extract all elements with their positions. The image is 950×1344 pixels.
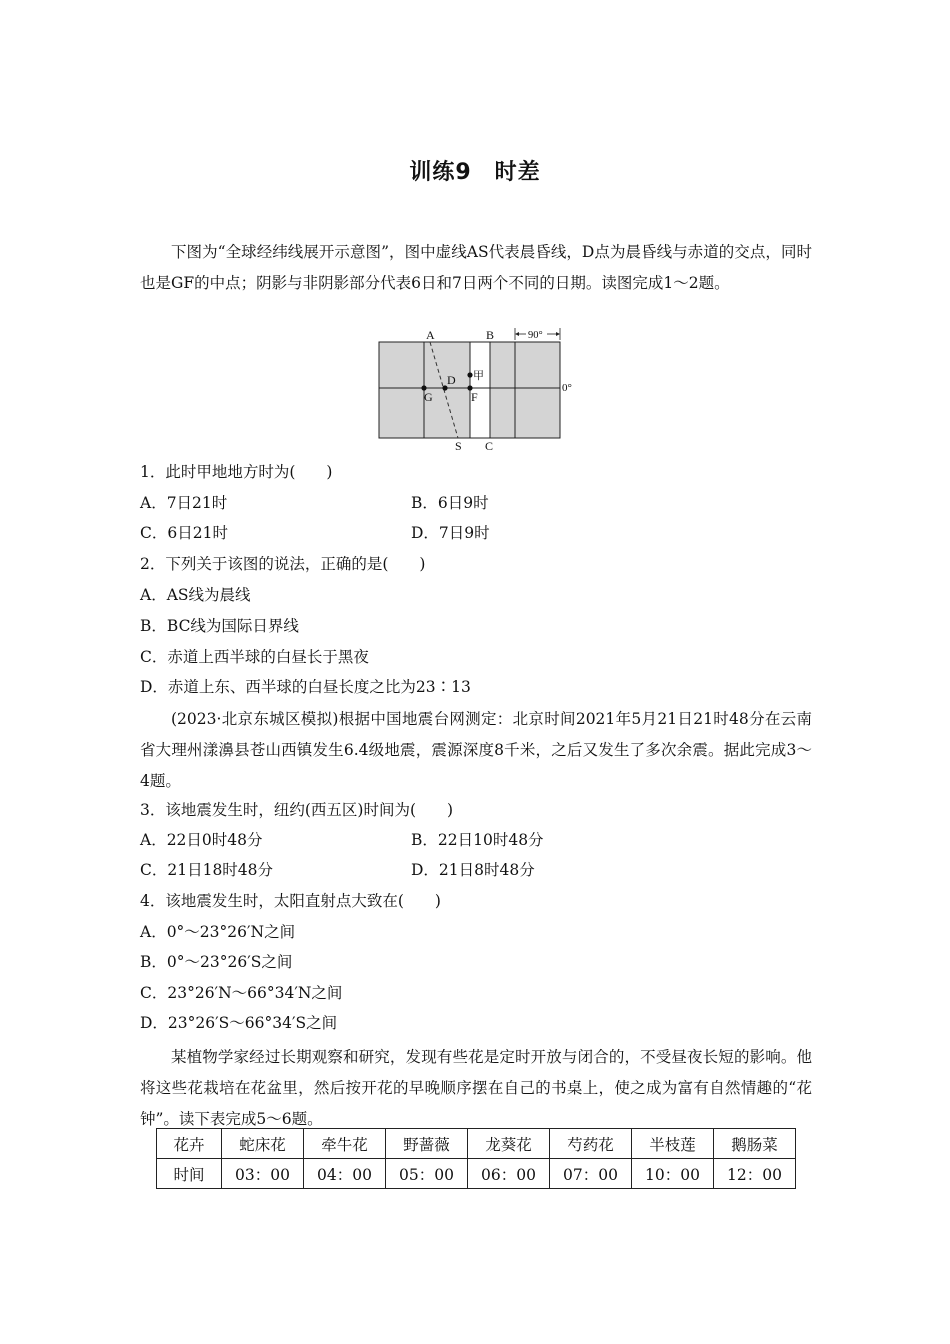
table-row <box>157 1129 796 1159</box>
label-F: F <box>471 390 478 404</box>
table-cell-flower: 鹅肠菜 <box>714 1129 796 1159</box>
table-cell-time: 03：00 <box>222 1159 304 1189</box>
q1-option-a[interactable]: A．7日21时 <box>140 494 228 512</box>
q4-option-c[interactable]: C．23°26′N～66°34′N之间 <box>140 984 343 1002</box>
q4-option-d[interactable]: D．23°26′S～66°34′S之间 <box>140 1014 338 1032</box>
intro-paragraph-2: (2023·北京东城区模拟)根据中国地震台网测定：北京时间2021年5月21日21时48分在云南省大理州漾濞县苍山西镇发生6.4级地震，震源深度8千米，之后又发生了多次余震。据此完成3～4题。 <box>140 710 812 790</box>
table-cell-flower: 牵牛花 <box>304 1129 386 1159</box>
table-cell-time: 06：00 <box>468 1159 550 1189</box>
q3-option-a[interactable]: A．22日0时48分 <box>140 831 263 849</box>
label-90deg: 90° <box>528 330 543 341</box>
intro-paragraph-1: 下图为“全球经纬线展开示意图”，图中虚线AS代表晨昏线，D点为晨昏线与赤道的交点，同时也是GF的中点；阴影与非阴影部分代表6日和7日两个不同的日期。读图完成1～2题。 <box>140 243 812 292</box>
label-D: D <box>447 373 456 387</box>
q3-option-d[interactable]: D．21日8时48分 <box>411 861 535 879</box>
table-cell-flower: 蛇床花 <box>222 1129 304 1159</box>
table-cell-time: 07：00 <box>550 1159 632 1189</box>
table-cell-flower: 野蔷薇 <box>386 1129 468 1159</box>
label-equator-0deg: 0° <box>562 382 572 394</box>
q2-option-b[interactable]: B．BC线为国际日界线 <box>140 617 299 635</box>
q1-stem: 1．此时甲地地方时为( ) <box>140 463 333 481</box>
label-G: G <box>424 390 433 404</box>
page-title: 训练9 时差 <box>409 160 541 185</box>
q1-option-b[interactable]: B．6日9时 <box>411 494 489 512</box>
table-row <box>157 1159 796 1189</box>
q1-option-c[interactable]: C．6日21时 <box>140 524 228 542</box>
label-B: B <box>486 328 495 342</box>
table-cell-flower: 半枝莲 <box>632 1129 714 1159</box>
point-jia <box>467 372 472 377</box>
table-cell-flower: 龙葵花 <box>468 1129 550 1159</box>
table-cell-time: 10：00 <box>632 1159 714 1189</box>
q4-option-a[interactable]: A．0°～23°26′N之间 <box>140 923 296 941</box>
label-C: C <box>485 439 494 453</box>
q3-option-c[interactable]: C．21日18时48分 <box>140 861 274 879</box>
q2-option-d[interactable]: D．赤道上东、西半球的白昼长度之比为23∶13 <box>140 678 471 696</box>
label-S: S <box>455 439 462 453</box>
q4-option-b[interactable]: B．0°～23°26′S之间 <box>140 953 293 971</box>
q2-option-a[interactable]: A．AS线为晨线 <box>140 586 251 604</box>
flower-clock-table <box>156 1128 796 1189</box>
intro-paragraph-3: 某植物学家经过长期观察和研究，发现有些花是定时开放与闭合的，不受昼夜长短的影响。他将这些花栽培在花盆里，然后按开花的早晚顺序摆在自己的书桌上，使之成为富有自然情趣的“花钟”。读下表完成5～6题。 <box>140 1048 812 1128</box>
q3-option-b[interactable]: B．22日10时48分 <box>411 831 544 849</box>
q2-stem: 2．下列关于该图的说法，正确的是( ) <box>140 555 426 573</box>
table-header-flower: 花卉 <box>157 1129 222 1159</box>
label-jia: 甲 <box>473 370 484 382</box>
label-A: A <box>426 328 435 342</box>
table-cell-flower: 芍药花 <box>550 1129 632 1159</box>
q4-stem: 4．该地震发生时，太阳直射点大致在( ) <box>140 892 441 910</box>
table-cell-time: 04：00 <box>304 1159 386 1189</box>
q1-option-d[interactable]: D．7日9时 <box>411 524 490 542</box>
shaded-region-right <box>490 342 560 438</box>
graticule-figure <box>360 322 590 456</box>
table-cell-time: 05：00 <box>386 1159 468 1189</box>
table-cell-time: 12：00 <box>714 1159 796 1189</box>
table-header-time: 时间 <box>157 1159 222 1189</box>
q3-stem: 3．该地震发生时，纽约(西五区)时间为( ) <box>140 801 454 819</box>
q2-option-c[interactable]: C．赤道上西半球的白昼长于黑夜 <box>140 648 369 666</box>
